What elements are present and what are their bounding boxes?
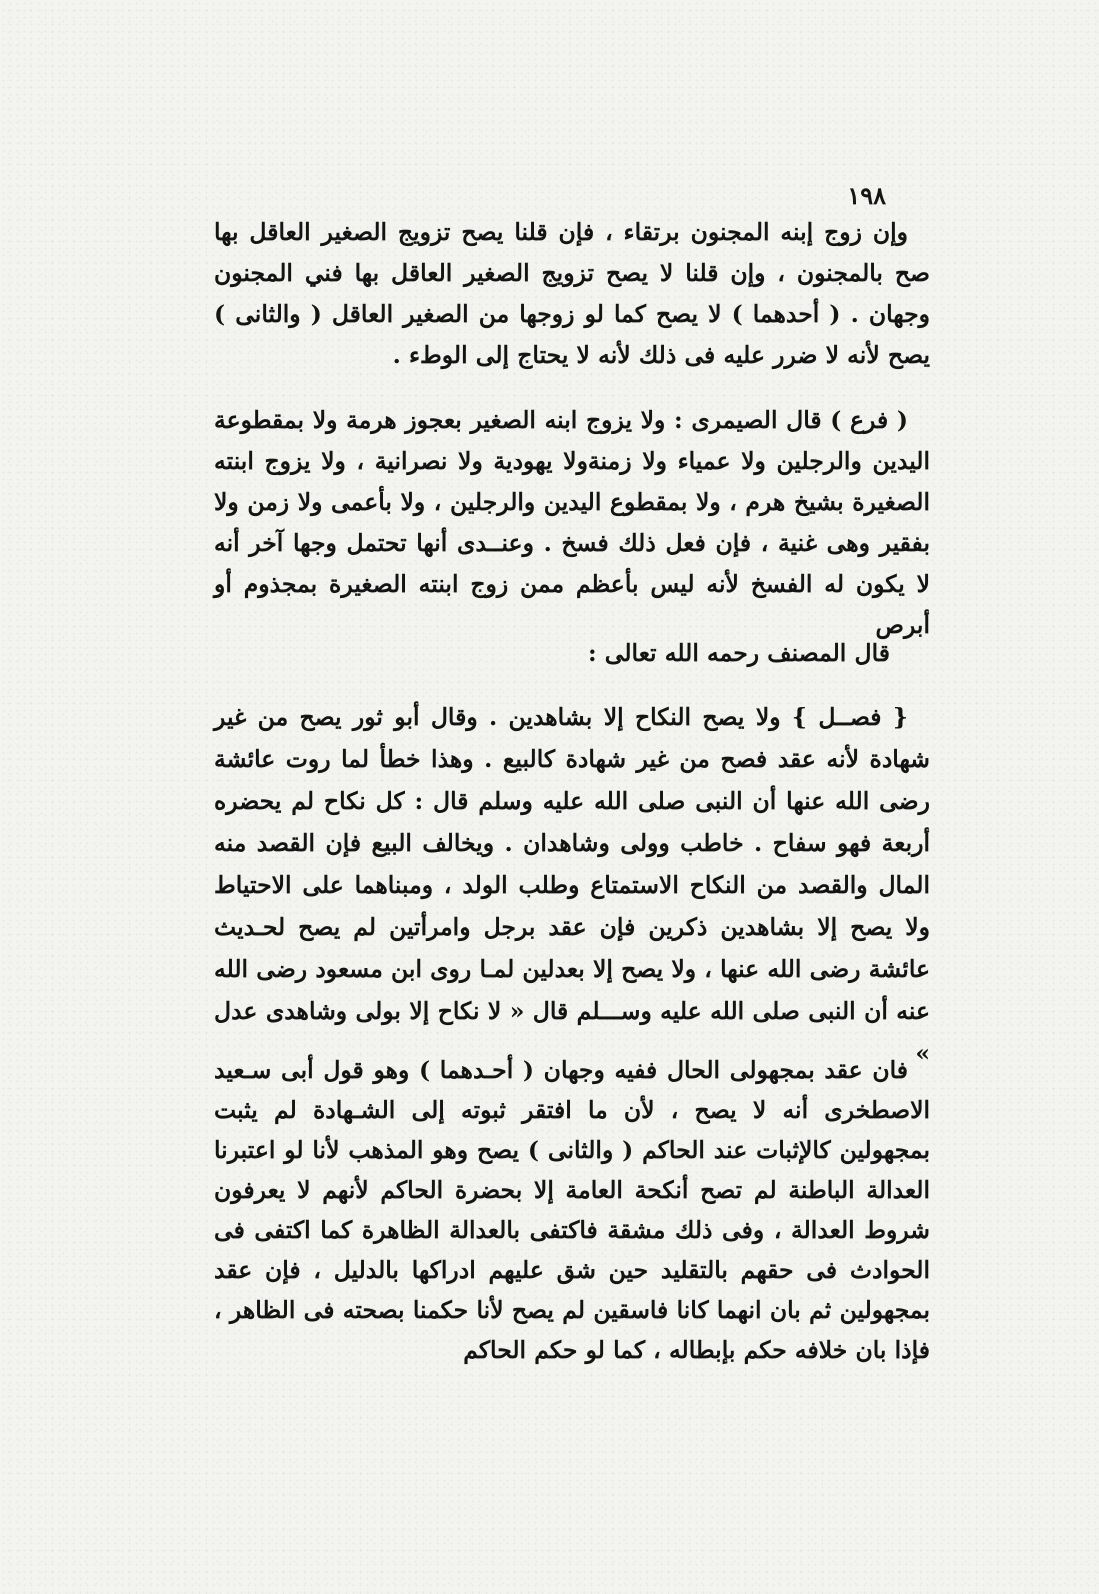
- author-heading: قال المصنف رحمه الله تعالى :: [587, 639, 890, 667]
- paragraph-insane-son-marriage: وإن زوج إبنه المجنون برتقاء ، فإن قلنا يصح تزويج الصغير العاقل بها صح بالمجنون ، وإن قلنا لا يصح تزويج الصغير العاقل بها فني المجنون وجهان . ( أحدهما ) لا يصح كما لو زوجها من الصغير العاقل ( والثانى ) يصح لأنه لا ضرر عليه فى ذلك لأنه لا يحتاج إلى الوطء .: [214, 218, 930, 369]
- text-section-top: [214, 212, 930, 639]
- paragraph-unknown-witnesses: فان عقد بمجهولى الحال ففيه وجهان ( أحـدهما ) وهو قول أبى سـعيد الاصطخرى أنه لا يصح ، لأن ما افتقر ثبوته إلى الشـهادة لم يثبت بمجهولين كالإثبات عند الحاكم ( والثانى ) يصح وهو المذهب لأنا لو اعتبرنا العدالة الباطنة لم تصح أنكحة العامة إلا بحضرة الحاكم لأنهم لا يعرفون شروط العدالة ، وفى ذلك مشقة فاكتفى بالعدالة الظاهرة كما اكتفى فى الحوادث فى حقهم بالتقليد حين شق عليهم ادراكها بالدليل ، فإن عقد بمجهولين ثم بان انهما كانا فاسقين لم يصح لأنا حكمنا بصحته فى الظاهر ، فإذا بان خلافه حكم بإبطاله ، كما لو حكم الحاكم: [214, 1056, 930, 1364]
- text-section-bottom: [214, 1050, 930, 1370]
- text-section-middle: [214, 630, 930, 1067]
- paragraph-branch-saymari: ( فرع ) قال الصيمرى : ولا يزوج ابنه الصغير بعجوز هرمة ولا بمقطوعة اليدين والرجلين ولا عمياء ولا زمنةولا يهودية ولا نصرانية ، ولا يزوج ابنته الصغيرة بشيخ هرم ، ولا بمقطوع اليدين والرجلين ، ولا بأعمى ولا زمن ولا بفقير وهى غنية ، فإن فعل ذلك فسخ . وعنــدى أنها تحتمل وجها آخر أنه لا يكون له الفسخ لأنه ليس بأعظم ممن زوج ابنته الصغيرة بمجذوم أو أبرص: [214, 405, 930, 639]
- paragraph-fasl-witnesses: { فصــل } ولا يصح النكاح إلا بشاهدين . وقال أبو ثور يصح من غير شهادة لأنه عقد فصح من غير شهادة كالبيع . وهذا خطأ لما روت عائشة رضى الله عنها أن النبى صلى الله عليه وسلم قال : كل نكاح لم يحضره أربعة فهو سفاح . خاطب وولى وشاهدان . ويخالف البيع فإن القصد منه المال والقصد من النكاح الاستمتاع وطلب الولد ، ومبناهما على الاحتياط ولا يصح إلا بشاهدين ذكرين فإن عقد برجل وامرأتين لم يصح لحـديث عائشة رضى الله عنها ، ولا يصح إلا بعدلين لمـا روى ابن مسعود رضى الله عنه أن النبى صلى الله عليه وســـلم قال « لا نكاح إلا بولى وشاهدى عدل »: [214, 703, 930, 1067]
- page-number: ١٩٨: [847, 181, 886, 210]
